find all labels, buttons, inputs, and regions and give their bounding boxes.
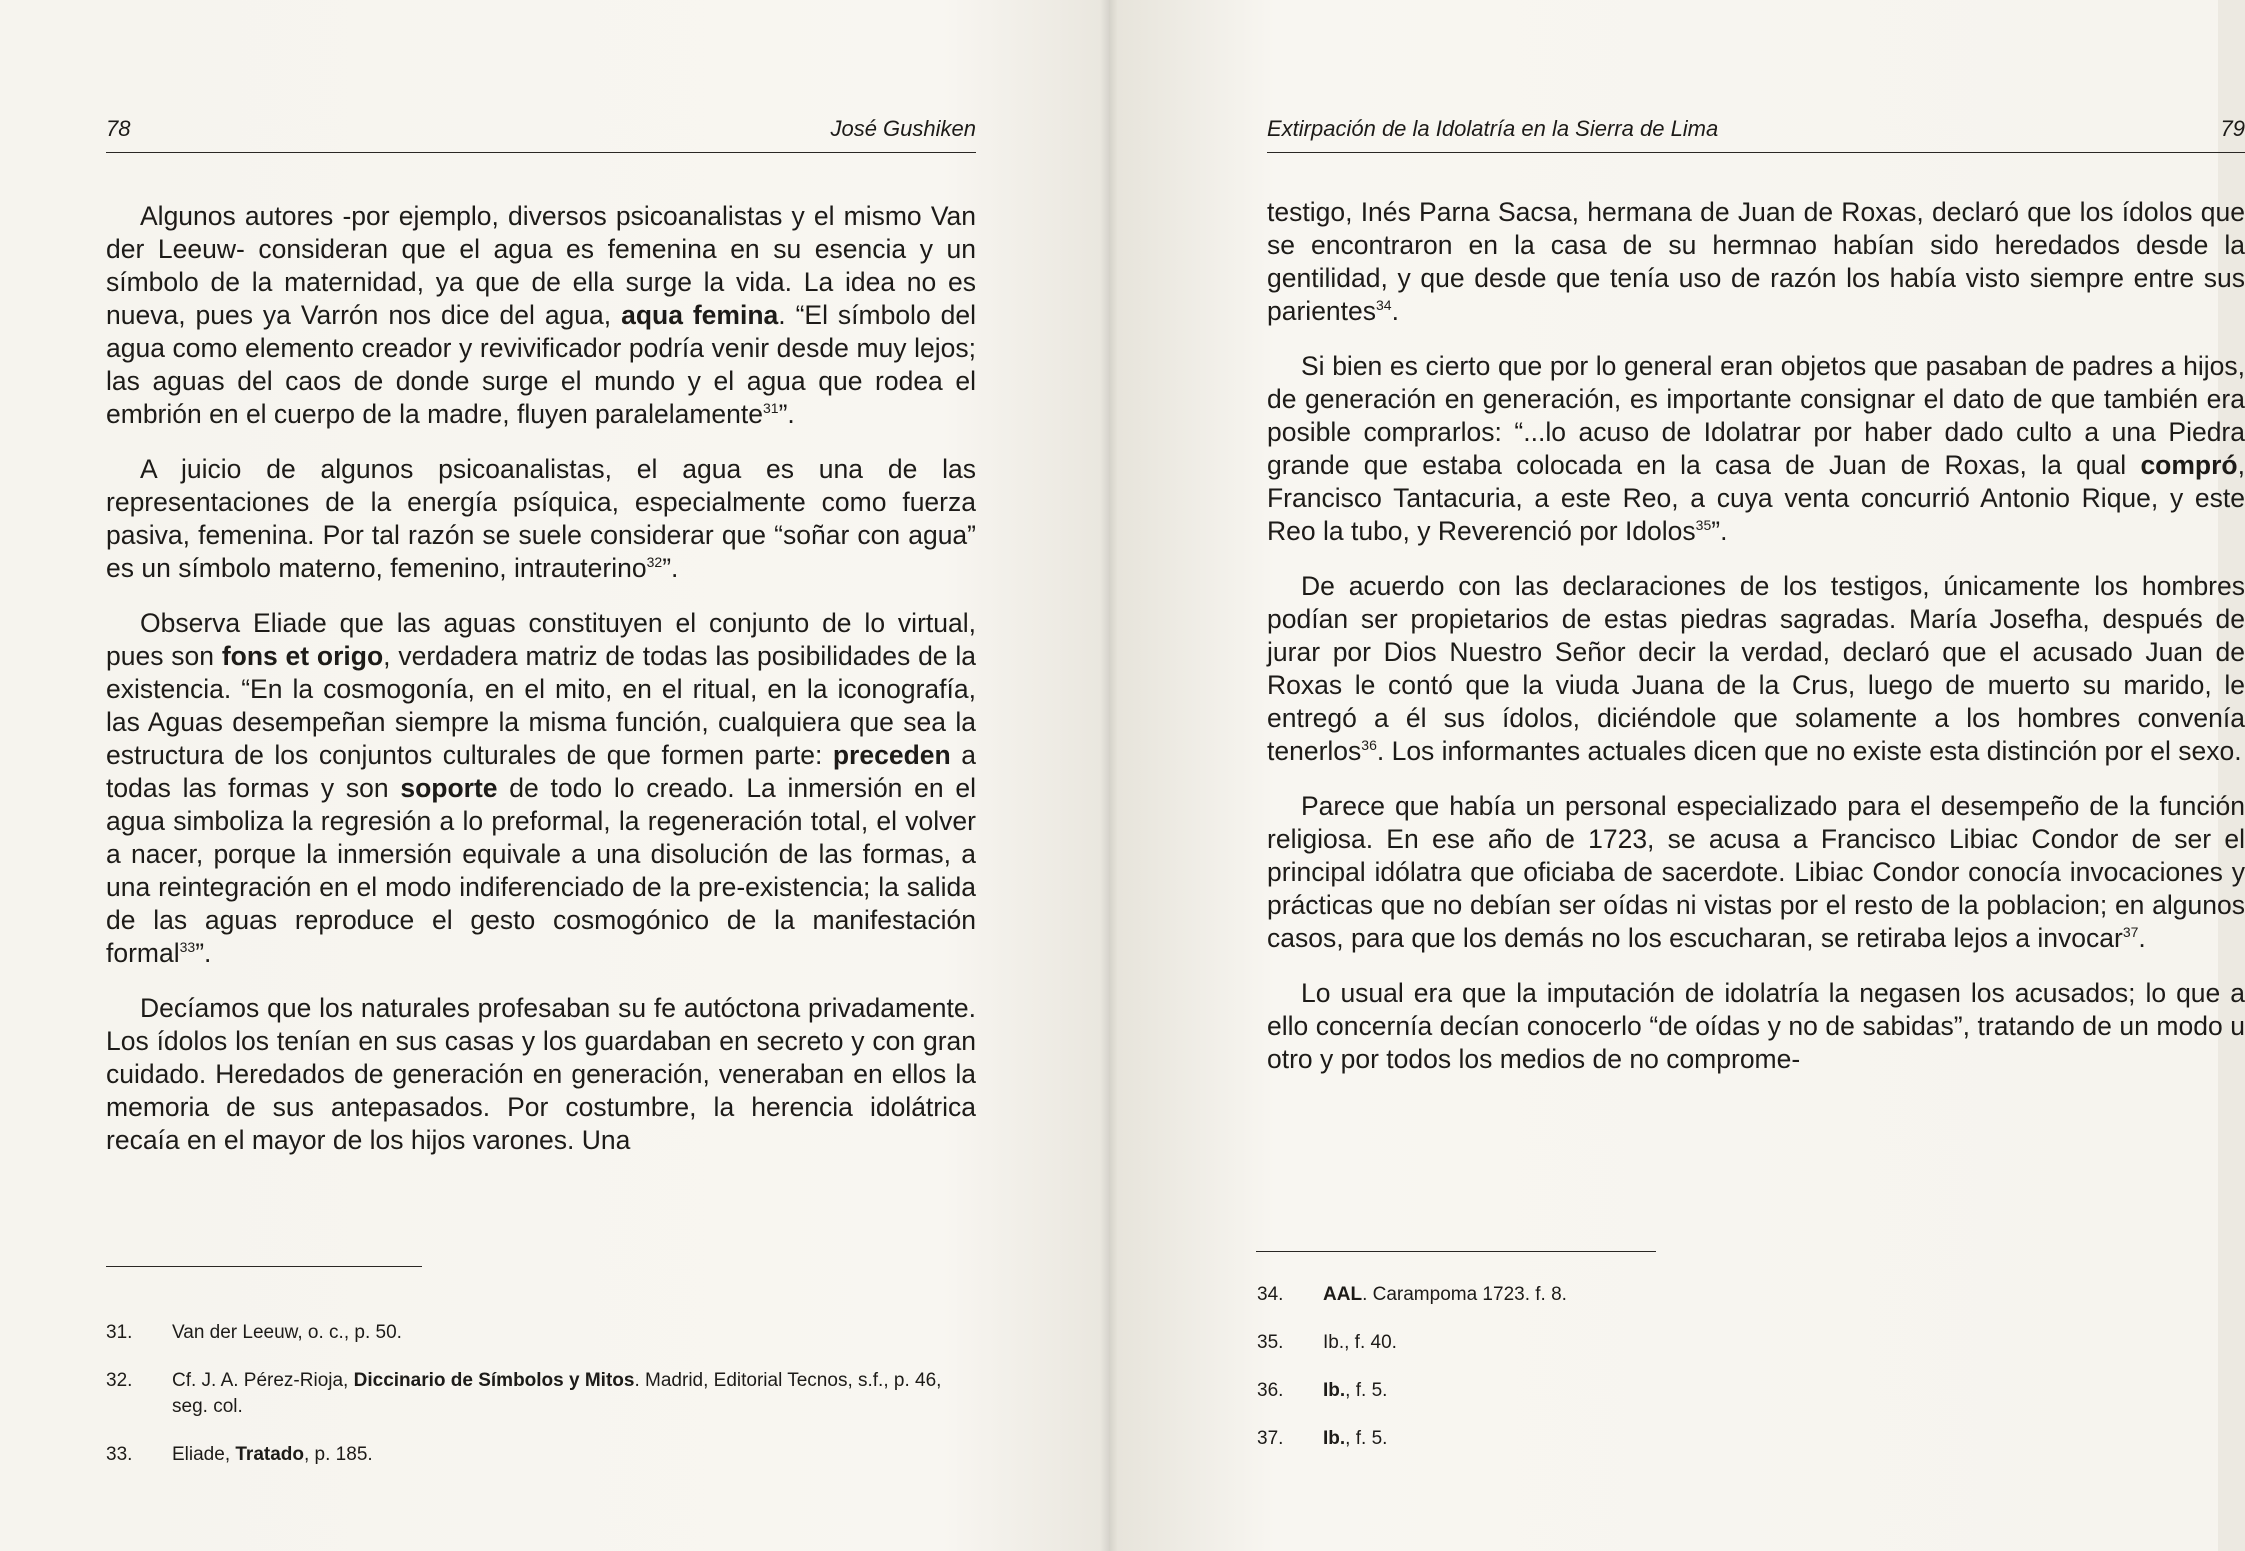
- footnote-ref: 31: [763, 400, 779, 417]
- emphasis: soporte: [400, 773, 498, 803]
- footnotes: [106, 1320, 976, 1490]
- footnote-number: 33.: [106, 1444, 133, 1465]
- emphasis: Ib.: [1323, 1380, 1346, 1401]
- footnote-number: 34.: [1257, 1284, 1284, 1305]
- paragraph: testigo, Inés Parna Sacsa, hermana de Juan de Roxas, declaró que los ídolos que se encontraron en la casa de su hermnao habían sido heredados desde la gentilidad, y que desde que tenía uso de razón los había visto siempre entre sus parientes$^{34}$.: [1267, 197, 2245, 326]
- running-head: José Gushiken: [830, 116, 976, 141]
- paragraph: Algunos autores -por ejemplo, diversos psicoanalistas y el mismo Van der Leeuw- consideran que el agua es femenina en su esencia y un símbolo de la maternidad, ya que de ella surge la vida. La idea no es nueva, pues ya Varrón nos dice del agua, aqua femina. “El símbolo del agua como elemento creador y revivificador podría venir desde muy lejos; las aguas del caos de donde surge el mundo y el agua que rodea el embrión en el cuerpo de la madre, fluyen paralelamente$^{31}$”.: [106, 201, 976, 429]
- emphasis: preceden: [832, 740, 951, 770]
- left-page-body: [106, 200, 976, 1179]
- running-head: Extirpación de la Idolatría en la Sierra de Lima: [1267, 116, 1719, 141]
- page-number: 78: [106, 116, 131, 141]
- paragraph: Parece que había un personal especializado para el desempeño de la función religiosa. En ese año de 1723, se acusa a Francisco Libiac Condor de ser el principal idólatra que oficiaba de sacerdote. Libiac Condor conocía invocaciones y prácticas que no debían ser oídas ni vistas por el resto de la poblacion; en algunos casos, para que los demás no los escucharan, se retiraba lejos a invocar$^{37}$.: [1267, 791, 2245, 953]
- right-page-header: [1267, 112, 2245, 153]
- footnote: 32. Cf. J. A. Pérez-Rioja, Diccinario de Símbolos y Mitos. Madrid, Editorial Tecnos, s.f., p. 46, seg. col.: [106, 1370, 942, 1417]
- emphasis: fons et origo: [221, 641, 384, 671]
- paragraph: Si bien es cierto que por lo general eran objetos que pasaban de padres a hijos, de generación en generación, es importante consignar el dato de que también era posible comprarlos: “...lo acuso de Idolatrar por haber dado culto a una Piedra grande que estaba colocada en la casa de Juan de Roxas, la qual compró, Francisco Tantacuria, a este Reo, a cuya venta concurrió Antonio Rique, y este Reo la tubo, y Reverenció por Idolos$^{35}$”.: [1267, 351, 2245, 546]
- footnote: 31. Van der Leeuw, o. c., p. 50.: [106, 1320, 976, 1346]
- footnote-rule: [106, 1266, 422, 1267]
- emphasis: aqua femina: [621, 300, 779, 330]
- book-gutter: [1100, 0, 1118, 1551]
- emphasis: compró: [2140, 450, 2238, 480]
- page-number: 79: [2220, 116, 2245, 141]
- footnote-number: 36.: [1257, 1380, 1284, 1401]
- emphasis: Tratado: [235, 1444, 304, 1465]
- emphasis: AAL: [1323, 1284, 1363, 1305]
- footnotes: [1257, 1282, 1957, 1474]
- left-page-header: [106, 112, 976, 153]
- paragraph: A juicio de algunos psicoanalistas, el agua es una de las representaciones de la energía psíquica, especialmente como fuerza pasiva, femenina. Por tal razón se suele considerar que “soñar con agua” es un símbolo materno, femenino, intrauterino$^{32}$”.: [106, 454, 976, 583]
- footnote-ref: 36: [1361, 737, 1377, 754]
- footnote: 37. Ib., f. 5.: [1257, 1426, 1957, 1452]
- left-page: [0, 0, 1109, 1551]
- footnote: 35. Ib., f. 40.: [1257, 1330, 1957, 1356]
- paragraph: Decíamos que los naturales profesaban su fe autóctona privadamente. Los ídolos los tenían en sus casas y los guardaban en secreto y con gran cuidado. Heredados de generación en generación, veneraban en ellos la memoria de sus antepasados. Por costumbre, la herencia idolátrica recaía en el mayor de los hijos varones. Una: [106, 993, 976, 1155]
- footnote-ref: 33: [179, 939, 196, 956]
- footnote-ref: 35: [1695, 517, 1712, 534]
- emphasis: Diccinario de Símbolos y Mitos: [353, 1370, 635, 1391]
- footnote-rule: [1256, 1251, 1656, 1252]
- footnote-number: 32.: [106, 1370, 133, 1391]
- footnote-number: 37.: [1257, 1428, 1284, 1449]
- emphasis: Ib.: [1323, 1428, 1346, 1449]
- footnote-ref: 37: [2122, 924, 2139, 941]
- paragraph: Lo usual era que la imputación de idolatría la negasen los acusados; lo que a ello concernía decían conocerlo “de oídas y no de sabidas”, tratando de un modo u otro y por todos los medios de no comprome-: [1267, 978, 2245, 1074]
- footnote: 34. AAL. Carampoma 1723. f. 8.: [1257, 1282, 1957, 1308]
- paragraph: De acuerdo con las declaraciones de los testigos, únicamente los hombres podían ser propietarios de estas piedras sagradas. María Josefha, después de jurar por Dios Nuestro Señor decir la verdad, declaró que el acusado Juan de Roxas le contó que la viuda Juana de la Crus, luego de muerto su marido, le entregó a él sus ídolos, diciéndole que solamente a los hombres convenía tenerlos$^{36}$. Los informantes actuales dicen que no existe esta distinción por el sexo.: [1267, 571, 2245, 766]
- footnote-number: 31.: [106, 1322, 133, 1343]
- footnote: 33. Eliade, Tratado, p. 185.: [106, 1442, 976, 1468]
- footnote-ref: 34: [1376, 297, 1392, 314]
- right-page-body: [1267, 196, 2245, 1098]
- footnote-ref: 32: [646, 554, 663, 571]
- footnote-number: 35.: [1257, 1332, 1284, 1353]
- paragraph: Observa Eliade que las aguas constituyen el conjunto de lo virtual, pues son fons et origo, verdadera matriz de todas las posibilidades de la existencia. “En la cosmogonía, en el mito, en el ritual, en la iconografía, las Aguas desempeñan siempre la misma función, cualquiera que sea la estructura de los conjuntos culturales de que formen parte: preceden a todas las formas y son soporte de todo lo creado. La inmersión en el agua simboliza la regresión a lo preformal, la regeneración total, el volver a nacer, porque la inmersión equivale a una disolución de las formas, a una reintegración en el modo indiferenciado de la pre-existencia; la salida de las aguas reproduce el gesto cosmogónico de la manifestación formal$^{33}$”.: [106, 608, 976, 968]
- footnote: 36. Ib., f. 5.: [1257, 1378, 1957, 1404]
